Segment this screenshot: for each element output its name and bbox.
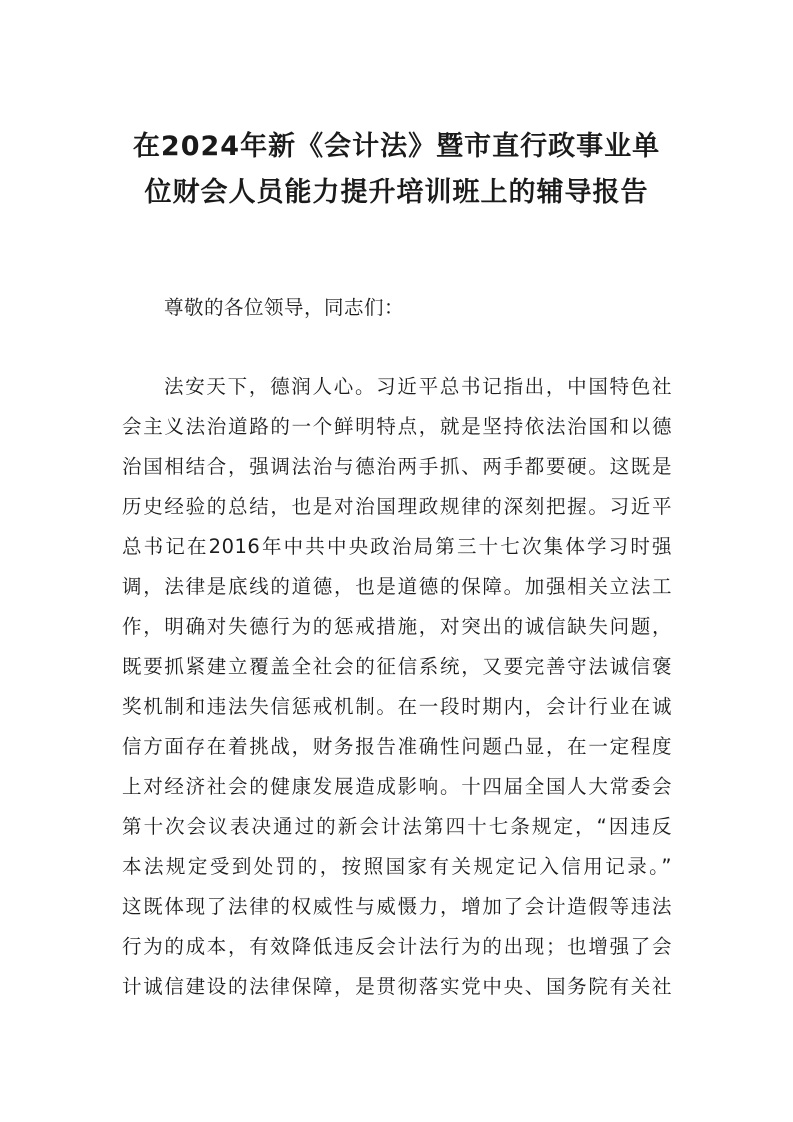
body-line: 法安天下，德润人心。习近平总书记指出，中国特色社	[164, 375, 672, 398]
body-line: 信方面存在着挑战，财务报告准确性问题凸显，在一定程度	[122, 735, 672, 758]
title-line-1: 在2024年新《会计法》暨市直行政事业单	[132, 131, 661, 162]
body-line: 奖机制和违法失信惩戒机制。在一段时期内，会计行业在诚	[122, 695, 672, 718]
title-line-2: 位财会人员能力提升培训班上的辅导报告	[144, 177, 649, 208]
document-title	[100, 124, 693, 216]
body-line: 既要抓紧建立覆盖全社会的征信系统，又要完善守法诚信褒	[122, 655, 672, 678]
body-line: 计诚信建设的法律保障，是贯彻落实党中央、国务院有关社	[122, 975, 672, 998]
body-line: 这既体现了法律的权威性与威慑力，增加了会计造假等违法	[122, 895, 672, 918]
body-line: 第十次会议表决通过的新会计法第四十七条规定，“因违反	[122, 815, 672, 838]
body-line: 行为的成本，有效降低违反会计法行为的出现；也增强了会	[122, 935, 672, 958]
body-line: 作，明确对失德行为的惩戒措施，对突出的诚信缺失问题，	[122, 615, 672, 638]
body-line: 上对经济社会的健康发展造成影响。十四届全国人大常委会	[122, 775, 672, 798]
salutation: 尊敬的各位领导，同志们：	[164, 296, 405, 319]
body-line: 总书记在2016年中共中央政治局第三十七次集体学习时强	[122, 535, 672, 558]
body-line: 本法规定受到处罚的，按照国家有关规定记入信用记录。”	[122, 855, 672, 878]
body-line: 调，法律是底线的道德，也是道德的保障。加强相关立法工	[122, 575, 672, 598]
body-line: 治国相结合，强调法治与德治两手抓、两手都要硬。这既是	[122, 455, 672, 478]
body-line: 历史经验的总结，也是对治国理政规律的深刻把握。习近平	[122, 495, 672, 518]
body-line: 会主义法治道路的一个鲜明特点，就是坚持依法治国和以德	[122, 415, 672, 438]
